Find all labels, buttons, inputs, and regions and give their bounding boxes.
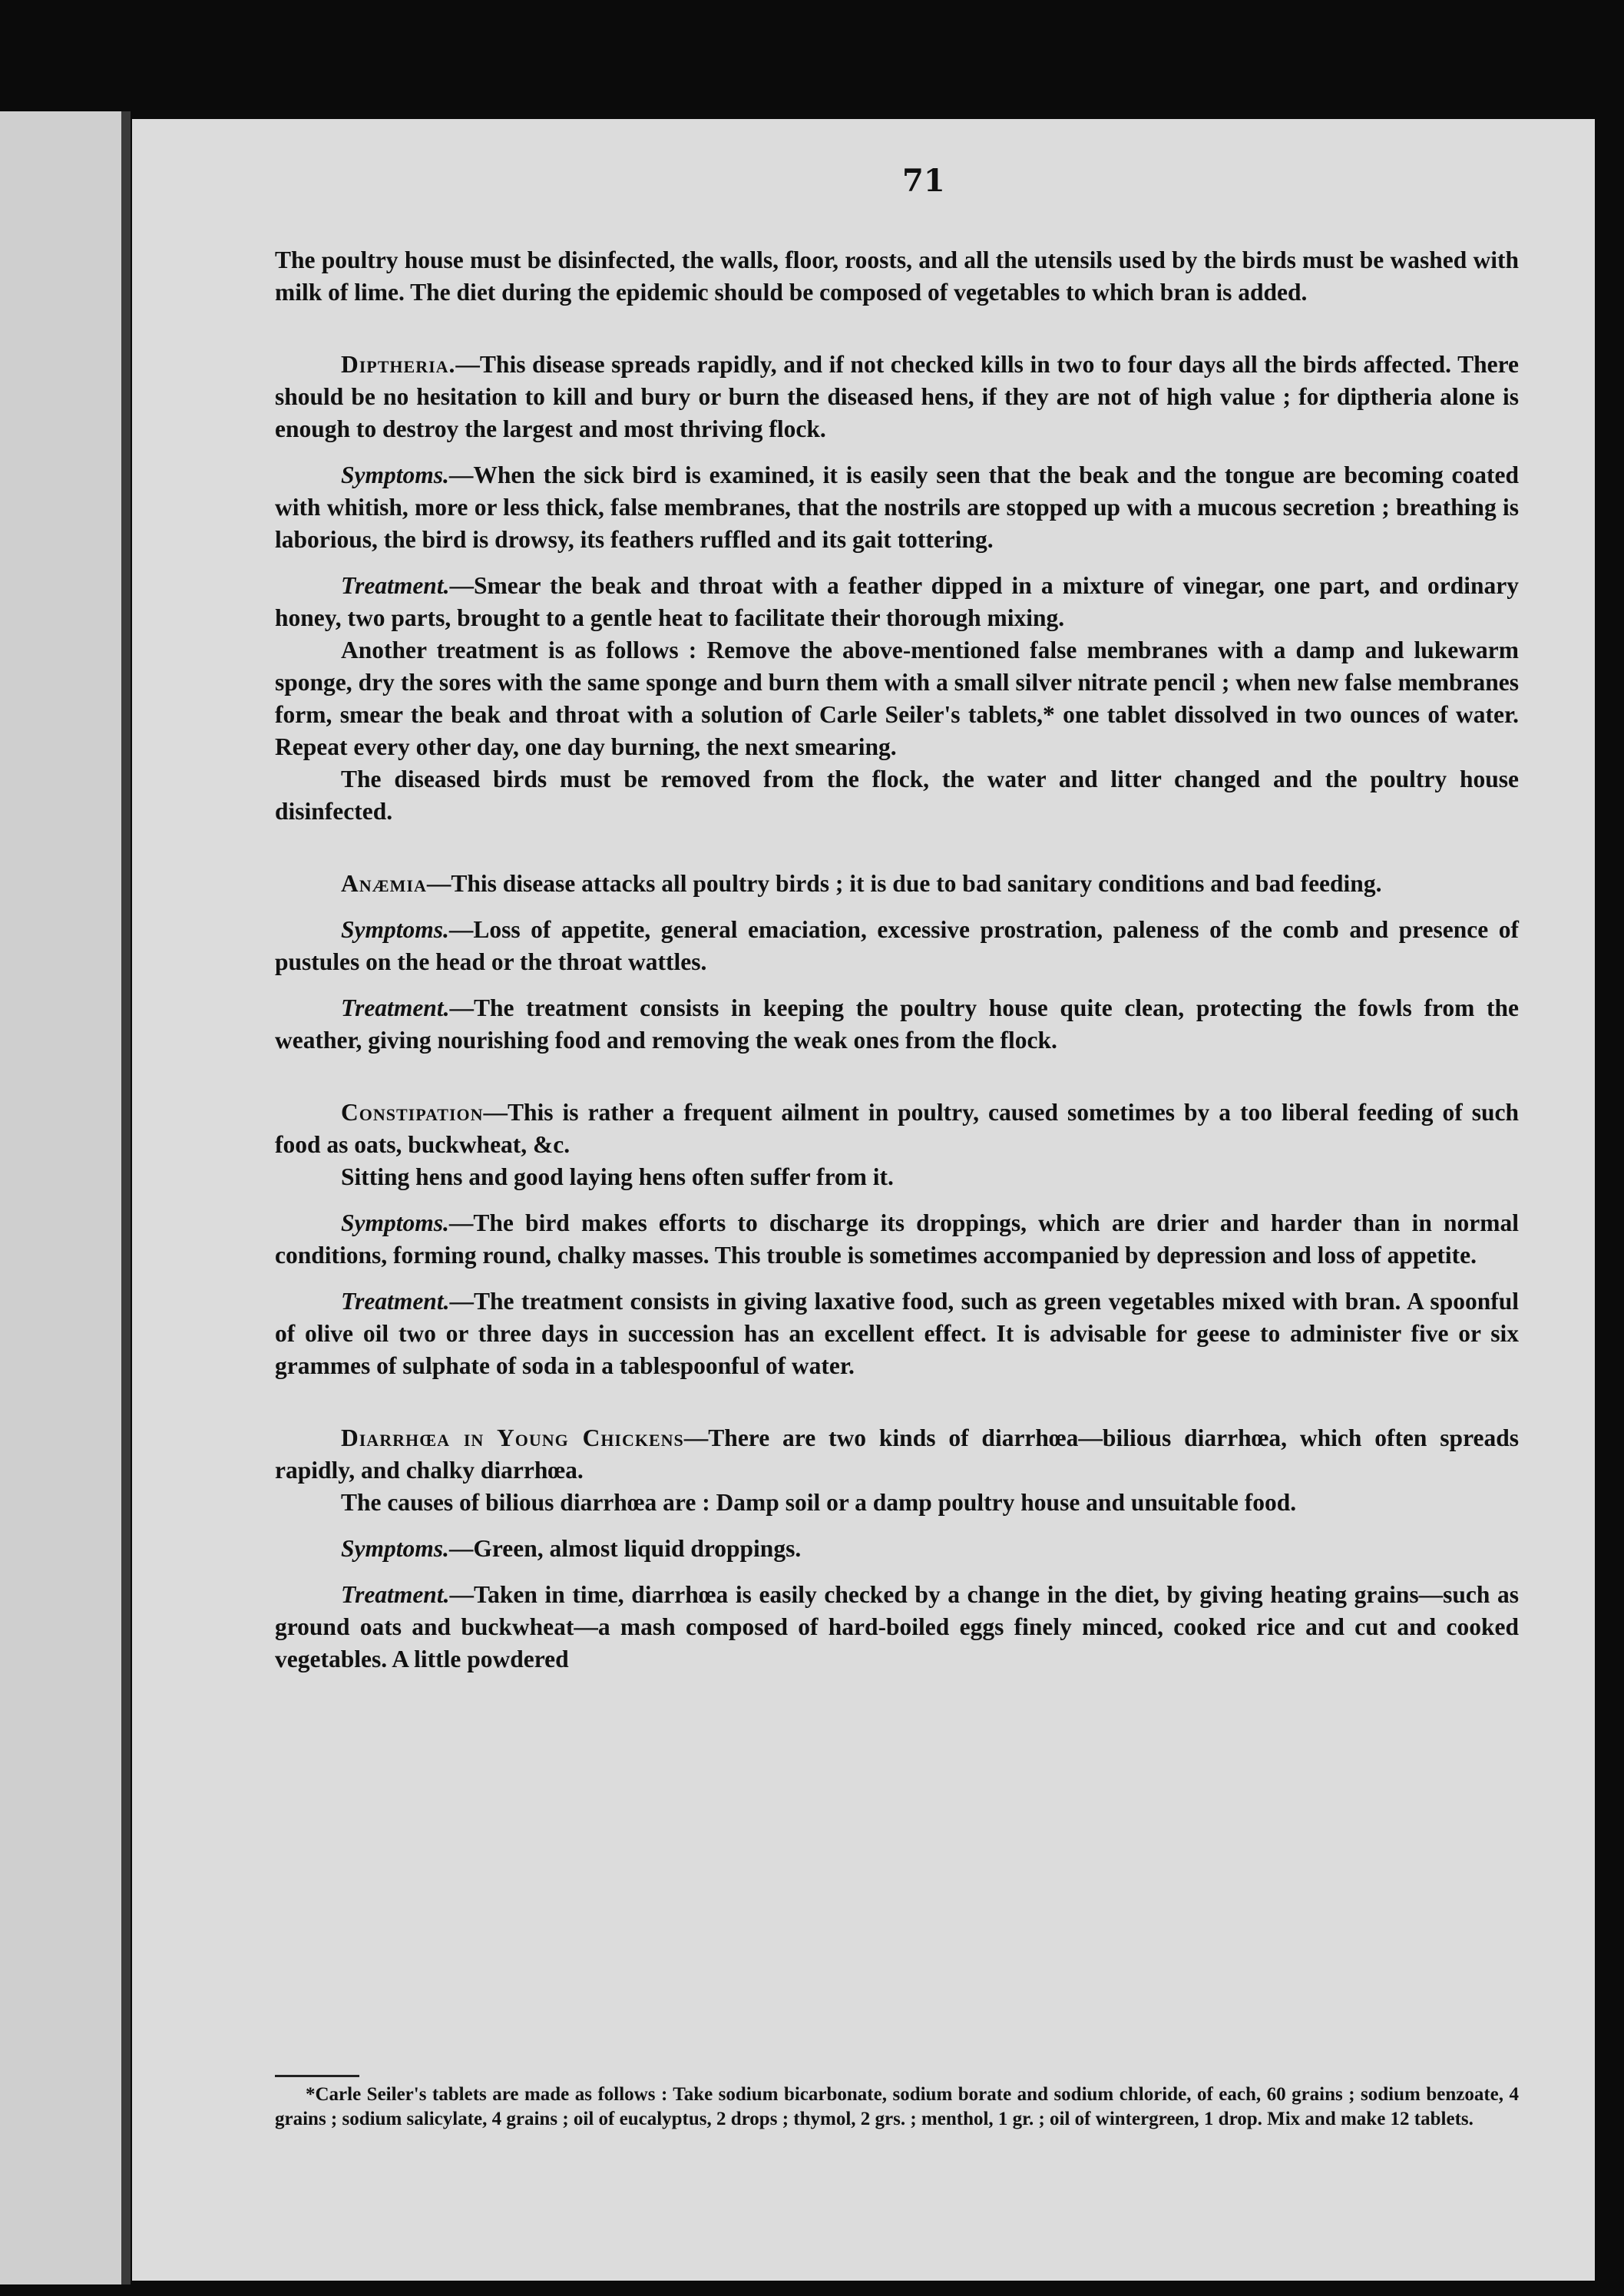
subheading-label: Treatment. — [341, 1581, 450, 1608]
paragraph-diarrhoea-causes: The causes of bilious diarrhœa are : Damp soil or a damp poultry house and unsuitable food. — [341, 1489, 1297, 1516]
subheading-label: Treatment. — [341, 1288, 450, 1315]
paragraph-constipation: Constipation—This is rather a frequent ailment in poultry, caused sometimes by a too liberal feeding of such food as oats, buckwheat, &c. — [275, 1099, 1519, 1158]
facing-page-edge — [0, 111, 123, 2284]
subheading-label: Symptoms. — [341, 1209, 449, 1236]
page-number: 71 — [902, 163, 945, 199]
paragraph-disinfection: The poultry house must be disinfected, the walls, floor, roosts, and all the utensils used by the birds must be washed with milk of lime. The diet during the epidemic should be composed of vegetables to which bran is added. — [275, 246, 1519, 306]
subheading-label: Symptoms. — [341, 462, 449, 488]
paragraph-sitting-hens: Sitting hens and good laying hens often suffer from it. — [341, 1163, 894, 1190]
section-heading: Anæmia — [341, 870, 427, 897]
subheading-label: Treatment. — [341, 994, 450, 1021]
footnote — [275, 2083, 1519, 2132]
section-heading: Diarrhœa in Young Chickens — [341, 1424, 684, 1451]
paragraph-constipation-treatment: Treatment.—The treatment consists in giving laxative food, such as green vegetables mixed with bran. A spoonful of olive oil two or three days in succession has an excellent effect. It is advisable for geese to administer five or six grammes of sulphate of soda in a tablespoonful of water. — [275, 1288, 1519, 1379]
page-gutter — [121, 111, 131, 2284]
subheading-label: Treatment. — [341, 572, 450, 599]
footnote-divider — [275, 2075, 359, 2077]
paragraph-anaemia-treatment: Treatment.—The treatment consists in keeping the poultry house quite clean, protecting the fowls from the weather, giving nourishing food and removing the weak ones from the flock. — [275, 994, 1519, 1054]
paragraph-another-treatment: Another treatment is as follows : Remove the above-mentioned false membranes with a damp and lukewarm sponge, dry the sores with the same sponge and burn them with a small silver nitrate pencil ; when new false membranes form, smear the beak and throat with a solution of Carle Seiler's tablets,* one tablet dissolved in two ounces of water. Repeat every other day, one day burning, the next smearing. — [275, 637, 1519, 760]
paragraph-diarrhoea-treatment: Treatment.—Taken in time, diarrhœa is easily checked by a change in the diet, by giving heating grains—such as ground oats and buckwheat—a mash composed of hard-boiled eggs finely minced, cooked rice and cut and cooked vegetables. A little powdered — [275, 1581, 1519, 1672]
subheading-label: Symptoms. — [341, 1535, 449, 1562]
footnote-text: *Carle Seiler's tablets are made as follows : Take sodium bicarbonate, sodium borate and sodium chloride, of each, 60 grains ; sodium benzoate, 4 grains ; sodium salicylate, 4 grains ; oil of eucalyptus, 2 drops ; thymol, 2 grs. ; menthol, 1 gr. ; oil of wintergreen, 1 drop. Mix and make 12 tablets. — [275, 2084, 1519, 2129]
section-heading: Diptheria. — [341, 351, 456, 378]
paragraph-anaemia: Anæmia—This disease attacks all poultry birds ; it is due to bad sanitary conditions and bad feeding. — [341, 870, 1382, 897]
paragraph-diarrhoea: Diarrhœa in Young Chickens—There are two kinds of diarrhœa—bilious diarrhœa, which often spreads rapidly, and chalky diarrhœa. — [275, 1424, 1519, 1484]
paragraph-anaemia-symptoms: Symptoms.—Loss of appetite, general emaciation, excessive prostration, paleness of the comb and presence of pustules on the head or the throat wattles. — [275, 916, 1519, 975]
section-heading: Constipation — [341, 1099, 484, 1126]
paragraph-diseased-birds: The diseased birds must be removed from the flock, the water and litter changed and the poultry house disinfected. — [275, 766, 1519, 825]
paragraph-diarrhoea-symptoms: Symptoms.—Green, almost liquid droppings. — [341, 1535, 802, 1562]
page-body — [275, 244, 1519, 1676]
subheading-label: Symptoms. — [341, 916, 449, 943]
paragraph-diptheria-symptoms: Symptoms.—When the sick bird is examined, it is easily seen that the beak and the tongue are becoming coated with whitish, more or less thick, false membranes, that the nostrils are stopped up with a mucous secretion ; breathing is laborious, the bird is drowsy, its feathers ruffled and its gait tottering. — [275, 462, 1519, 553]
paragraph-constipation-symptoms: Symptoms.—The bird makes efforts to discharge its droppings, which are drier and harder than in normal conditions, forming round, chalky masses. This trouble is sometimes accompanied by depression and loss of appetite. — [275, 1209, 1519, 1269]
paragraph-diptheria: Diptheria.—This disease spreads rapidly, and if not checked kills in two to four days all the birds affected. There should be no hesitation to kill and bury or burn the diseased hens, if they are not of high value ; for diptheria alone is enough to destroy the largest and most thriving flock. — [275, 351, 1519, 442]
paragraph-diptheria-treatment: Treatment.—Smear the beak and throat with a feather dipped in a mixture of vinegar, one part, and ordinary honey, two parts, brought to a gentle heat to facilitate their thorough mixing. — [275, 572, 1519, 631]
